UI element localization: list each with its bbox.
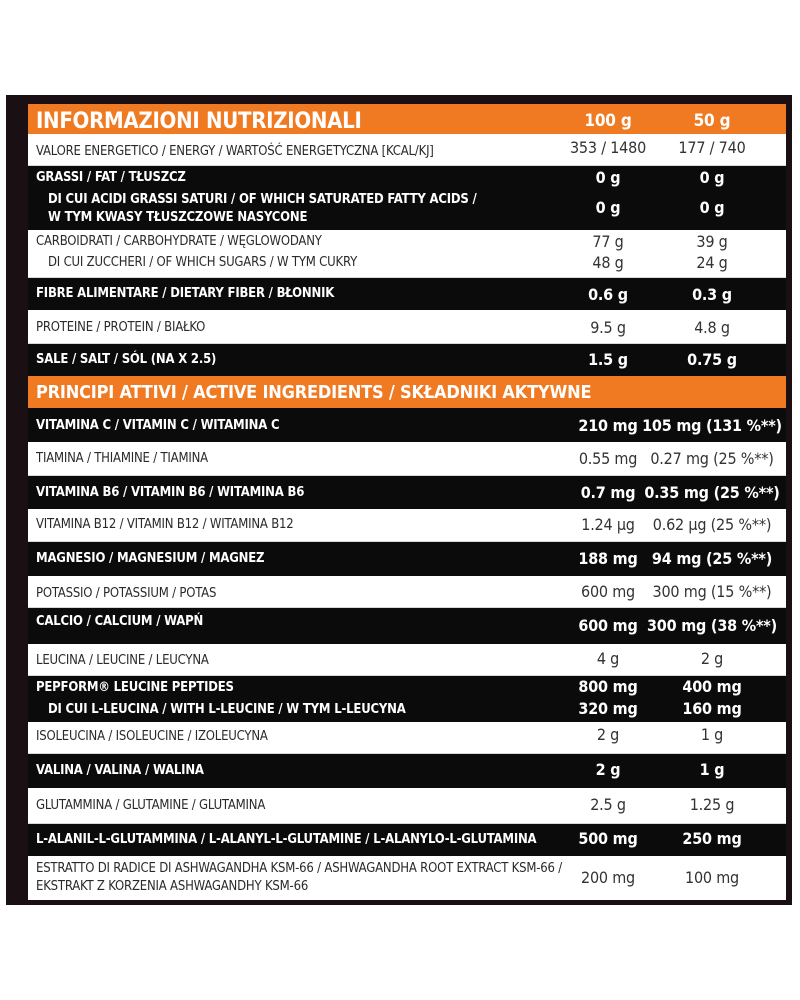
row-label: TIAMINA / THIAMINE / TIAMINA [36,451,208,466]
row-value-50g: 400 mg [682,677,742,696]
row-label: VALINA / VALINA / WALINA [36,763,204,778]
table-row [28,509,786,542]
row-value-50g: 250 mg [682,829,742,848]
table-row [28,476,786,509]
table-row [28,608,786,644]
row-value-100g: 500 mg [578,829,638,848]
section-title: PRINCIPI ATTIVI / ACTIVE INGREDIENTS / SKŁADNIKI AKTYWNE [36,382,592,403]
row-label: L-ALANIL-L-GLUTAMMINA / L-ALANYL-L-GLUTAMINE / L-ALANYLO-L-GLUTAMINA [36,832,537,847]
row-value-100g: 2 g [596,725,620,744]
table-title: INFORMAZIONI NUTRIZIONALI [36,109,362,134]
row-value-50g: 160 mg [682,699,742,718]
row-label: ESTRATTO DI RADICE DI ASHWAGANDHA KSM-66 / ASHWAGANDHA ROOT EXTRACT KSM-66 / [36,861,563,876]
table-row [28,542,786,576]
row-value-100g: 48 g [592,253,624,272]
row-value-50g: 0.62 µg (25 %**) [652,515,772,534]
row-label: VITAMINA B12 / VITAMIN B12 / WITAMINA B12 [36,517,294,532]
row-value-100g: 0 g [595,168,621,187]
row-value-100g: 9.5 g [590,318,626,337]
row-value-50g: 100 mg [684,868,739,887]
row-value-50g: 177 / 740 [678,138,746,157]
row-label: POTASSIO / POTASSIUM / POTAS [36,586,217,601]
row-value-100g: 0.6 g [588,285,628,304]
row-value-100g: 1.5 g [588,350,628,369]
column-header-50g: 50 g [693,111,731,131]
table-row [28,754,786,788]
row-value-50g: 0 g [699,198,725,217]
row-sublabel: DI CUI ACIDI GRASSI SATURI / OF WHICH SATURATED FATTY ACIDS / [48,192,477,207]
table-row [28,134,786,166]
row-value-100g: 800 mg [578,677,638,696]
row-value-100g: 0.7 mg [580,483,636,502]
table-row [28,856,786,900]
column-header-100g: 100 g [584,111,632,131]
row-value-100g: 188 mg [578,549,638,568]
row-value-100g: 320 mg [578,699,638,718]
row-label: GRASSI / FAT / TŁUSZCZ [36,170,186,185]
table-row [28,278,786,310]
table-row [28,442,786,476]
row-label: SALE / SALT / SÓL (NA X 2.5) [36,352,217,367]
row-value-50g: 1 g [699,760,725,779]
row-value-50g: 0 g [699,168,725,187]
row-value-50g: 0.75 g [687,350,737,369]
row-value-50g: 94 mg (25 %**) [651,549,773,568]
table-row [28,788,786,824]
row-value-50g: 1 g [700,725,724,744]
row-value-50g: 1.25 g [689,795,735,814]
table-row [28,344,786,376]
table-row [28,722,786,754]
row-value-50g: 300 mg (38 %**) [646,616,778,635]
table-row [28,166,786,230]
row-label: VALORE ENERGETICO / ENERGY / WARTOŚĆ ENERGETYCZNA [KCAL/KJ] [36,144,434,159]
row-value-100g: 210 mg [578,416,638,435]
row-value-50g: 300 mg (15 %**) [652,582,772,601]
row-label: CALCIO / CALCIUM / WAPŃ [36,614,204,629]
table-row [28,644,786,676]
row-value-50g: 0.27 mg (25 %**) [650,449,774,468]
nutrition-header [28,104,786,134]
row-label: MAGNESIO / MAGNESIUM / MAGNEZ [36,551,265,566]
row-label: CARBOIDRATI / CARBOHYDRATE / WĘGLOWODANY [36,234,322,249]
row-value-100g: 1.24 µg [581,515,635,534]
row-value-50g: 2 g [700,649,724,668]
row-label-cont: EKSTRAKT Z KORZENIA ASHWAGANDHY KSM-66 [36,879,309,894]
row-sublabel-cont: W TYM KWASY TŁUSZCZOWE NASYCONE [48,210,308,225]
row-sublabel: DI CUI ZUCCHERI / OF WHICH SUGARS / W TYM CUKRY [48,255,358,270]
row-sublabel: DI CUI L-LEUCINA / WITH L-LEUCINE / W TYM L-LEUCYNA [48,702,406,717]
row-value-50g: 105 mg (131 %**) [642,416,782,435]
row-value-50g: 24 g [696,253,728,272]
row-label: LEUCINA / LEUCINE / LEUCYNA [36,653,209,668]
row-label: GLUTAMMINA / GLUTAMINE / GLUTAMINA [36,798,266,813]
row-value-50g: 0.3 g [692,285,732,304]
row-label: VITAMINA C / VITAMIN C / WITAMINA C [36,418,280,433]
table-row [28,676,786,722]
row-value-100g: 0.55 mg [578,449,638,468]
row-value-100g: 600 mg [580,582,635,601]
table-row [28,310,786,344]
row-label: VITAMINA B6 / VITAMIN B6 / WITAMINA B6 [36,485,305,500]
row-value-100g: 4 g [596,649,620,668]
table-row [28,408,786,442]
row-value-100g: 600 mg [578,616,638,635]
row-value-100g: 353 / 1480 [569,138,647,157]
row-value-50g: 39 g [696,232,728,251]
row-value-100g: 2.5 g [590,795,626,814]
row-value-50g: 0.35 mg (25 %**) [644,483,780,502]
row-value-100g: 77 g [592,232,624,251]
row-value-100g: 200 mg [580,868,635,887]
row-value-50g: 4.8 g [694,318,730,337]
row-value-100g: 0 g [595,198,621,217]
row-label: PEPFORM® LEUCINE PEPTIDES [36,680,234,695]
table-row [28,230,786,278]
row-label: PROTEINE / PROTEIN / BIAŁKO [36,320,206,335]
table-row [28,576,786,608]
active-ingredients-header [28,376,786,408]
row-value-100g: 2 g [595,760,621,779]
table-row [28,824,786,856]
row-label: FIBRE ALIMENTARE / DIETARY FIBER / BŁONNIK [36,286,335,301]
row-label: ISOLEUCINA / ISOLEUCINE / IZOLEUCYNA [36,729,268,744]
